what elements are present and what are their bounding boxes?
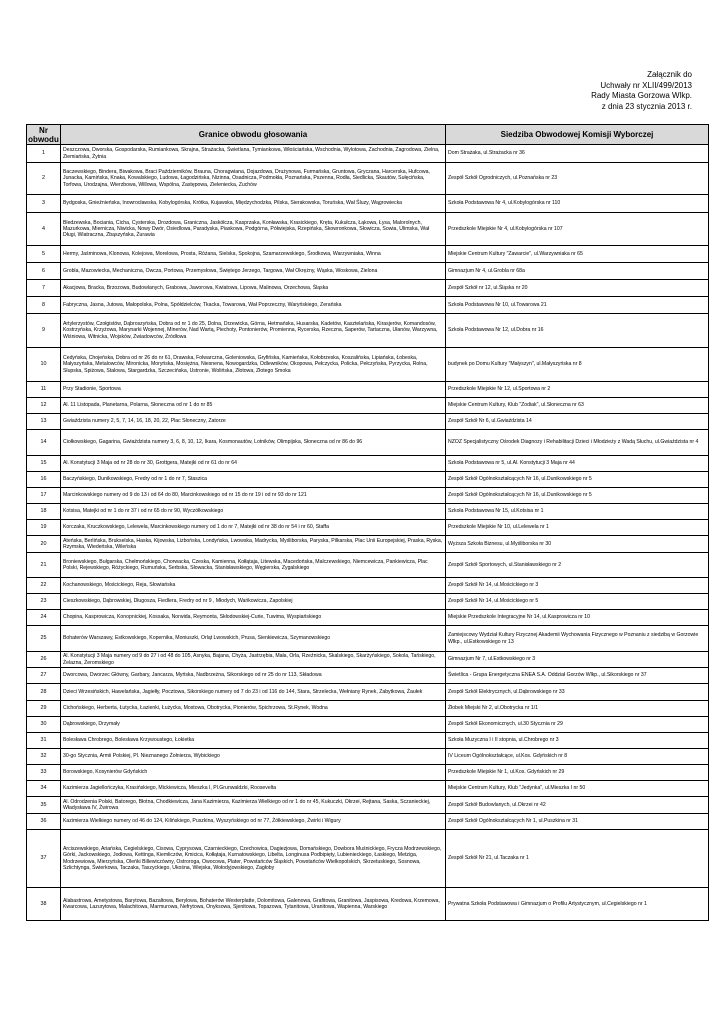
cell-siedziba: Świetlica - Grupa Energetyczna ENEA S.A. Oddział Gorzów Wlkp., ul.Sikorskiego nr 37 xyxy=(446,668,709,684)
table-row xyxy=(27,765,709,781)
cell-nr: 26 xyxy=(27,652,61,668)
cell-nr: 3 xyxy=(27,195,61,213)
cell-nr: 16 xyxy=(27,472,61,488)
table-row xyxy=(27,163,709,195)
cell-granice: Grobla, Mazowiecka, Mechaniczna, Owcza, Portowa, Przemysłowa, Świętego Jerzego, Targowa, Wał Okrężny, Wąska, Woskowa, Zielona xyxy=(61,263,446,280)
table-row xyxy=(27,578,709,594)
table-row xyxy=(27,668,709,684)
table-row xyxy=(27,472,709,488)
cell-siedziba: Zespół Szkół Ogólnokształcących Nr 1, ul.Puszkina nr 31 xyxy=(446,814,709,830)
table-row xyxy=(27,626,709,652)
cell-granice: Baczyńskiego, Dunikowskiego, Fredry od nr 1 do nr 7, Staszica xyxy=(61,472,446,488)
table-row xyxy=(27,610,709,626)
cell-siedziba: Przedszkole Miejskie Nr 12, ul.Sportowa nr 2 xyxy=(446,382,709,398)
cell-nr: 22 xyxy=(27,578,61,594)
cell-granice: Chopina, Kasprowicza, Konopnickiej, Kossaka, Norwida, Reymonta, Skłodowskiej-Curie, Tuwima, Wyspiańskiego xyxy=(61,610,446,626)
table-row xyxy=(27,684,709,701)
cell-nr: 35 xyxy=(27,797,61,814)
cell-siedziba: Gimnazjum Nr 4, ul.Grobla nr 68a xyxy=(446,263,709,280)
table-row xyxy=(27,717,709,733)
header-line-attachment: Załącznik do xyxy=(647,70,692,79)
cell-granice: Gwiaździsta numery 2, 5, 7, 14, 16, 18, 20, 22, Plac Słoneczny, Zatorze xyxy=(61,414,446,430)
table-row xyxy=(27,888,709,921)
cell-granice: Al. Konstytucji 3 Maja numery od 9 do 27 i od 48 do 105, Asnyka, Bajana, Chyża, Jastrzębia, Mała, Orla, Rzeźnicka, Skalskiego, Skarżyńskiego, Sokola, Tańskiego, Żelazna, Żeromskiego xyxy=(61,652,446,668)
cell-granice: Dzieci Wrzesińskich, Hawelańska, Jagiełły, Pocztowa, Sikorskiego numery od 7 do 23 i od 116 do 144, Stara, Strzelecka, Wełniany Rynek, Zabytkowa, Żaułek xyxy=(61,684,446,701)
cell-granice: Cichońskiego, Herberta, Łutycka, Łazienki, Łużycka, Mostowa, Obotrycka, Pionierów, Spichrzowa, St.Rynek, Wodna xyxy=(61,701,446,717)
table-row xyxy=(27,814,709,830)
cell-nr: 11 xyxy=(27,382,61,398)
table-row xyxy=(27,398,709,414)
table-row xyxy=(27,749,709,765)
cell-nr: 7 xyxy=(27,280,61,297)
cell-granice: Baczewskiego, Bindera, Biwakowa, Braci Październików, Brauna, Choragwiana, Dojazdowa, Drużynowa, Furmańska, Gruntowa, Gryczana, Harcerska, Hufcowa, Junacka, Kamińska, Knaka, Kowalskiego, Ludowa, Łagodzińska, Nizinna, Osadnicza, Podmokła, Poznańska, Pszenna, Rodła, Siedlicka, Skautów, Sułęcińska, Torfowa, Urodzajna, Wierzbowa, Willowa, Wspólna, Zastępowa, Zieleniecka, Zuchów xyxy=(61,163,446,195)
table-row xyxy=(27,348,709,382)
cell-nr: 8 xyxy=(27,297,61,314)
cell-nr: 21 xyxy=(27,553,61,578)
table-row xyxy=(27,280,709,297)
cell-siedziba: Szkoła Muzyczna I i II stopnia, ul.Chrobrego nr 3 xyxy=(446,733,709,749)
cell-granice: Alabastrowa, Ametystowa, Barytowa, Bazaltowa, Berylowa, Bohaterów Westerplatte, Dolomitowa, Galenowa, Grafitowa, Granitowa, Jaspisowa, Kredowa, Krzemowa, Kwarcowa, Lazurytowa, Malachitowa, Marmurowa, Nefrytowa, Onyksowa, Sjenitowa, Topazowa, Tytanitowa, Uranitowa, Wapienna, Warskiego xyxy=(61,888,446,921)
cell-siedziba: Zespół Szkół Ogólnokształcących Nr 16, ul.Dunikowskiego nr 5 xyxy=(446,488,709,504)
cell-nr: 25 xyxy=(27,626,61,652)
cell-granice: Ateńska, Berlińska, Brukselska, Haska, Kijowska, Lizbońska, Londyńska, Lwowska, Madrycka, Myśliborska, Paryska, Pilkarska, Plac Unii Europejskiej, Praska, Ryska, Rzymska, Wiedeńska, Wileńska xyxy=(61,536,446,553)
cell-siedziba: Zespół Szkół Ekonomicznych, ul.30 Stycznia nr 29 xyxy=(446,717,709,733)
cell-nr: 38 xyxy=(27,888,61,921)
cell-nr: 23 xyxy=(27,594,61,610)
table-row xyxy=(27,652,709,668)
cell-nr: 32 xyxy=(27,749,61,765)
table-row xyxy=(27,504,709,520)
cell-siedziba: Przedszkole Miejskie Nr 10, ul.Lelewela nr 1 xyxy=(446,520,709,536)
cell-nr: 5 xyxy=(27,246,61,263)
cell-granice: Bolesława Chrobrego, Bolesława Krzywoustego, Łokietka xyxy=(61,733,446,749)
cell-nr: 12 xyxy=(27,398,61,414)
cell-nr: 34 xyxy=(27,781,61,797)
cell-siedziba: Zespół Szkół Sportowych, ul.Stanisławskiego nr 2 xyxy=(446,553,709,578)
cell-nr: 20 xyxy=(27,536,61,553)
cell-siedziba: Szkoła Podstawowa Nr 15, ul.Kotsisa nr 1 xyxy=(446,504,709,520)
table-row xyxy=(27,594,709,610)
cell-siedziba: Szkoła Podstawowa Nr 10, ul.Towarowa 21 xyxy=(446,297,709,314)
table-row xyxy=(27,536,709,553)
cell-siedziba: Szkoła Podstawowa nr 5, ul.Al. Konstytucji 3 Maja nr 44 xyxy=(446,456,709,472)
cell-nr: 18 xyxy=(27,504,61,520)
cell-siedziba: Przedszkole Miejskie Nr 1, ul.Kos. Gdyńskich nr 29 xyxy=(446,765,709,781)
cell-nr: 15 xyxy=(27,456,61,472)
cell-siedziba: Zespół Szkół Ogólnokształcących Nr 16, ul.Dunikowskiego nr 5 xyxy=(446,472,709,488)
cell-granice: Arciszewskiego, Ariańska, Cegielskiego, Cisowa, Cyprysowa, Czarnieckiego, Czechowica, Dagiezjowa, Domańskiego, Dowbora Muśnickiego, Frycza Modrzewskiego, Górki, Jackowskiego, Jodłowa, Kettinga, Kiemliczów, Kmicica, Kołłątaja, Kurnatowskiego, Libelta, Longinusa Podbipięty, Lubienieckiego, Łaskiego, Metzigа, Modrzewiowa, Mierzyńska, Oleńki Billewiczówny, Ostroroga, Owocowa, Plater, Powstańców Śląskich, Powstańców Wielkopolskich, Skrzetuskiego, Sosnowa, Szlichtynga, Świerkowa, Taczaka, Taszyckiego, Ukośna, Wiejska, Wołodyjowskiego, Zagłoby xyxy=(61,830,446,888)
cell-nr: 9 xyxy=(27,314,61,348)
cell-granice: Dworcowa, Dworzec Główny, Garbary, Jancarza, Myńska, Nadbrzeżna, Sikorskiego od nr 25 do nr 113, Składowa xyxy=(61,668,446,684)
document-header xyxy=(591,70,692,112)
cell-siedziba: Dom Strażaka, ul.Strażacka nr 36 xyxy=(446,145,709,163)
cell-siedziba: Zespół Szkół Nr 6, ul.Gwiaździsta 14 xyxy=(446,414,709,430)
table-row xyxy=(27,297,709,314)
table-row xyxy=(27,314,709,348)
table-row xyxy=(27,830,709,888)
cell-granice: Bydgoska, Gnieźnieńska, Inowrocławska, Kobylogórska, Krótka, Kujawska, Międzychodzka, Pilska, Sierakowska, Toruńska, Wał Śluzy, Wągrowiecka xyxy=(61,195,446,213)
cell-granice: Cieszkowskiego, Dąbrowskiej, Długosza, Fiedlera, Fredry od nr 9 , Młodych, Wańkowicza, Zapolskiej xyxy=(61,594,446,610)
column-header-granice: Granice obwodu głosowania xyxy=(61,125,446,145)
cell-nr: 37 xyxy=(27,830,61,888)
table-row xyxy=(27,195,709,213)
cell-siedziba: Gimnazjum Nr 7, ul.Estkowskiego nr 3 xyxy=(446,652,709,668)
table-row xyxy=(27,456,709,472)
cell-nr: 14 xyxy=(27,430,61,456)
cell-granice: Kochanowskiego, Mościckiego, Reja, Słowiańska xyxy=(61,578,446,594)
cell-nr: 4 xyxy=(27,213,61,246)
cell-siedziba: Zespół Szkół nr 12, ul.Śląska nr 20 xyxy=(446,280,709,297)
cell-nr: 17 xyxy=(27,488,61,504)
cell-nr: 33 xyxy=(27,765,61,781)
cell-nr: 13 xyxy=(27,414,61,430)
cell-siedziba: Zespół Szkół Elektrycznych, ul.Dąbrowskiego nr 33 xyxy=(446,684,709,701)
cell-nr: 31 xyxy=(27,733,61,749)
cell-siedziba: Szkoła Podstawowa Nr 4, ul.Kobylogórska nr 110 xyxy=(446,195,709,213)
table-row xyxy=(27,733,709,749)
cell-nr: 28 xyxy=(27,684,61,701)
cell-siedziba: Zespół Szkół Nr 21, ul.Taczaka nr 1 xyxy=(446,830,709,888)
table-row xyxy=(27,553,709,578)
table-row xyxy=(27,430,709,456)
table-row xyxy=(27,263,709,280)
cell-siedziba: Zespół Szkół Ogrodniczych, ul.Poznańska nr 23 xyxy=(446,163,709,195)
cell-granice: Deszczowa, Dworska, Gospodarska, Rumiankowa, Skrajna, Strażacka, Świetlana, Tymiankowa, Włościańska, Wschodnia, Wylotowa, Zachodnia, Zagrodowa, Zielna, Ziemiańska, Żytnia xyxy=(61,145,446,163)
cell-granice: Broniewskiego, Bułgarska, Chełmońskiego, Chorwacka, Czeska, Kamienna, Kołłątaja, Litewska, Macedońska, Malczewskiego, Niemcewicza, Pankiewicza, Plac Polski, Rejewskiego, Różyckiego, Rumuńska, Serbska, Słowacka, Stanisławskiego, Węgierska, Zygalskiego xyxy=(61,553,446,578)
cell-granice: Marcinkowskiego numery od 9 do 13 i od 64 do 80, Marcinkowskiego od nr 15 do nr 19 i od nr 93 do nr 121 xyxy=(61,488,446,504)
cell-granice: Kotsisa, Matejki od nr 1 do nr 37 i od nr 65 do nr 90, Wyczółkowskiego xyxy=(61,504,446,520)
table-row xyxy=(27,382,709,398)
table-row xyxy=(27,145,709,163)
cell-granice: Al. 11 Listopada, Planetarna, Polarna, Słoneczna od nr 1 do nr 85 xyxy=(61,398,446,414)
cell-granice: Hermy, Jaśminowa, Klonowa, Kolejowa, Morelowa, Prosta, Różana, Sielska, Spokojna, Szamarzewskiego, Środkowa, Warzywniaka, Winna xyxy=(61,246,446,263)
cell-siedziba: Szkoła Podstawowa Nr 12, ul.Dobra nr 16 xyxy=(446,314,709,348)
cell-siedziba: Miejskie Centrum Kultury, Klub "Zodiak", ul.Słoneczna nr 63 xyxy=(446,398,709,414)
cell-granice: Fabryczna, Jasna, Jutowa, Małopolska, Polna, Spółdzielców, Tkacka, Towarowa, Wał Poprzeczny, Waryńskiego, Zerańska xyxy=(61,297,446,314)
cell-granice: Akacjowa, Bracka, Brzozowa, Budowlanych, Grabowa, Jaworowa, Kwiatowa, Lipowa, Malinowa, Orzechowa, Śląska xyxy=(61,280,446,297)
table-row xyxy=(27,414,709,430)
table-row xyxy=(27,520,709,536)
cell-granice: Korczaka, Kruczkowskiego, Lelewela, Marcinkowskiego numery od 1 do nr 7, Matejki od nr 38 do nr 54 i nr 60, Staffa xyxy=(61,520,446,536)
cell-nr: 24 xyxy=(27,610,61,626)
cell-siedziba: Wyższa Szkoła Biznesu, ul.Myśliborska nr 30 xyxy=(446,536,709,553)
cell-siedziba: Miejskie Przedszkole Integracyjne Nr 14, ul.Kasprowicza nr 10 xyxy=(446,610,709,626)
cell-granice: Borowskiego, Kosynierów Gdyńskich xyxy=(61,765,446,781)
header-line-date: z dnia 23 stycznia 2013 r. xyxy=(601,101,692,111)
table-header-row xyxy=(27,125,709,145)
cell-siedziba: Miejskie Centrum Kultury "Zawarcie", ul.Warzywniaka nr 65 xyxy=(446,246,709,263)
cell-granice: Artylerzystów, Czołgistów, Dąbroszyńska, Dobra od nr 1 do 25, Dolna, Drzewicka, Górna, Hetmańska, Husarska, Kadetów, Kasztelańska, Kirasjerów, Komandosów, Kostrzyńska, Krzyżowa, Marynarki Wojennej, Minerów, Nad Wartą, Piechoty, Pontonierów, Promienna, Rycerska, Rzeczna, Saperów, Tartaczna, Ułanów, Warzywna, Wiśniowa, Witnicka, Wojsków, Zwiadowców, Źródłowa xyxy=(61,314,446,348)
cell-granice: Al. Odrodzenia Polski, Batorego, Błotna, Chodkiewicza, Jana Kazimierza, Kazimierza Wielkiego od nr 1 do nr 45, Kukuczki, Okrzei, Rejtana, Saska, Sczanieckiej, Władysława IV, Żwirowa xyxy=(61,797,446,814)
cell-nr: 2 xyxy=(27,163,61,195)
cell-siedziba: Przedszkole Miejskie Nr 4, ul.Kobylogórska nr 107 xyxy=(446,213,709,246)
cell-granice: Przy Stadionie, Sportowa xyxy=(61,382,446,398)
cell-nr: 1 xyxy=(27,145,61,163)
voting-districts-table xyxy=(26,124,709,921)
cell-granice: Kazimierza Jagiellończyka, Krasińskiego, Mickiewicza, Mieszka I, Pl.Grunwaldzki, Roosevelta xyxy=(61,781,446,797)
table-row xyxy=(27,797,709,814)
cell-siedziba: Żłobek Miejski Nr 2, ul.Obotrycka nr 1/1 xyxy=(446,701,709,717)
cell-siedziba: NZOZ Specjalistyczny Ośrodek Diagnozy i Rehabilitacji Dzieci i Młodzieży z Wadą Słuchu, ul.Gwiaździsta nr 4 xyxy=(446,430,709,456)
table-row xyxy=(27,213,709,246)
table-row xyxy=(27,781,709,797)
cell-granice: Dąbrowskiego, Drzymały xyxy=(61,717,446,733)
cell-granice: Al. Konstytucji 3 Maja od nr 28 do nr 30, Grottgera, Matejki od nr 61 do nr 64 xyxy=(61,456,446,472)
cell-nr: 10 xyxy=(27,348,61,382)
cell-granice: Cedyńska, Chojeńska, Dobra od nr 26 do nr 61, Drawska, Folwarczna, Goleniowska, Gryfińska, Kamieńska, Kołobrzeska, Koszalińska, Lipiańska, Łobeska, Małyszyńska, Metalowców, Mironicka, Moryńska, Mosiężna, Niesnena, Nowogardzka, Odlewników, Okopowa, Pełczycka, Policka, Pełczyńska, Pyrzycka, Rolna, Słupska, Spiżowa, Stalowa, Stargardzka, Szczecińska, Ustronie, Wolińska, Złotowa, Złotego Smoka xyxy=(61,348,446,382)
cell-nr: 6 xyxy=(27,263,61,280)
cell-siedziba: budynek po Domu Kultury "Małyszyn", ul.Małyszyńska nr 8 xyxy=(446,348,709,382)
column-header-nr: Nr obwodu xyxy=(28,125,59,144)
table-row xyxy=(27,701,709,717)
cell-siedziba: Prywatna Szkoła Podstawowa i Gimnazjum o Profilu Artystycznym, ul.Cegielskiego nr 1 xyxy=(446,888,709,921)
cell-siedziba: Zespół Szkół Budowlanych, ul.Okrzei nr 42 xyxy=(446,797,709,814)
cell-siedziba: Zespół Szkół Nr 14, ul.Mościckiego nr 3 xyxy=(446,578,709,594)
cell-granice: 30-go Stycznia, Armii Polskiej, Pl. Nieznanego Żołnierza, Wybickiego xyxy=(61,749,446,765)
cell-siedziba: IV Liceum Ogólnokształcące, ul.Kos. Gdyńskich nr 8 xyxy=(446,749,709,765)
header-line-resolution: Uchwały nr XLII/499/2013 xyxy=(600,80,692,90)
cell-nr: 19 xyxy=(27,520,61,536)
cell-granice: Ciołkowskiego, Gagarina, Gwiaździsta numery 3, 6, 8, 10, 12, Ikara, Kosmonautów, Lotników, Olimpijska, Słoneczna od nr 86 do 96 xyxy=(61,430,446,456)
cell-nr: 29 xyxy=(27,701,61,717)
cell-granice: Bohaterów Warszawy, Estkowskiego, Kopernika, Moniuszki, Orląt Lwowskich, Prusa, Sienkiewicza, Szymanowskiego xyxy=(61,626,446,652)
cell-nr: 36 xyxy=(27,814,61,830)
table-row xyxy=(27,488,709,504)
cell-siedziba: Zamiejscowy Wydział Kultury Fizycznej Akademii Wychowania Fizycznego w Poznaniu z siedzibą w Gorzowie Wlkp., ul.Estkowskiego nr 13 xyxy=(446,626,709,652)
cell-nr: 30 xyxy=(27,717,61,733)
cell-siedziba: Zespół Szkół Nr 14, ul.Mościckiego nr 5 xyxy=(446,594,709,610)
table-row xyxy=(27,246,709,263)
column-header-siedziba: Siedziba Obwodowej Komisji Wyborczej xyxy=(446,125,709,145)
cell-nr: 27 xyxy=(27,668,61,684)
cell-granice: Bledzewska, Bociania, Cicha, Cysterska, Drozdowa, Graniczna, Jaskółcza, Kasprzaka, Konławska, Krasickiego, Kręta, Kukułcza, Łąkowa, Łysa, Malorolnych, Mazurkowa, Miernicza, Niwicka, Nowy Dwór, Osiedlowa, Paradyska, Piaskowa, Podgórna, Półwiejska, Rzepińska, Skowronkowa, Słowicza, Sowia, Ulimska, Wał Długi, Wiatraczna, Zbąszyńska, Żurawia xyxy=(61,213,446,246)
cell-siedziba: Miejskie Centrum Kultury, Klub "Jedynka", ul.Mieszka I nr 50 xyxy=(446,781,709,797)
cell-granice: Kazimierza Wielkiego numery od 46 do 124, Kilińskiego, Puszkina, Wyszyńskiego od nr 77, Żółkiewskiego, Żwirki i Wigury xyxy=(61,814,446,830)
header-line-council: Rady Miasta Gorzowa Wlkp. xyxy=(591,91,692,101)
